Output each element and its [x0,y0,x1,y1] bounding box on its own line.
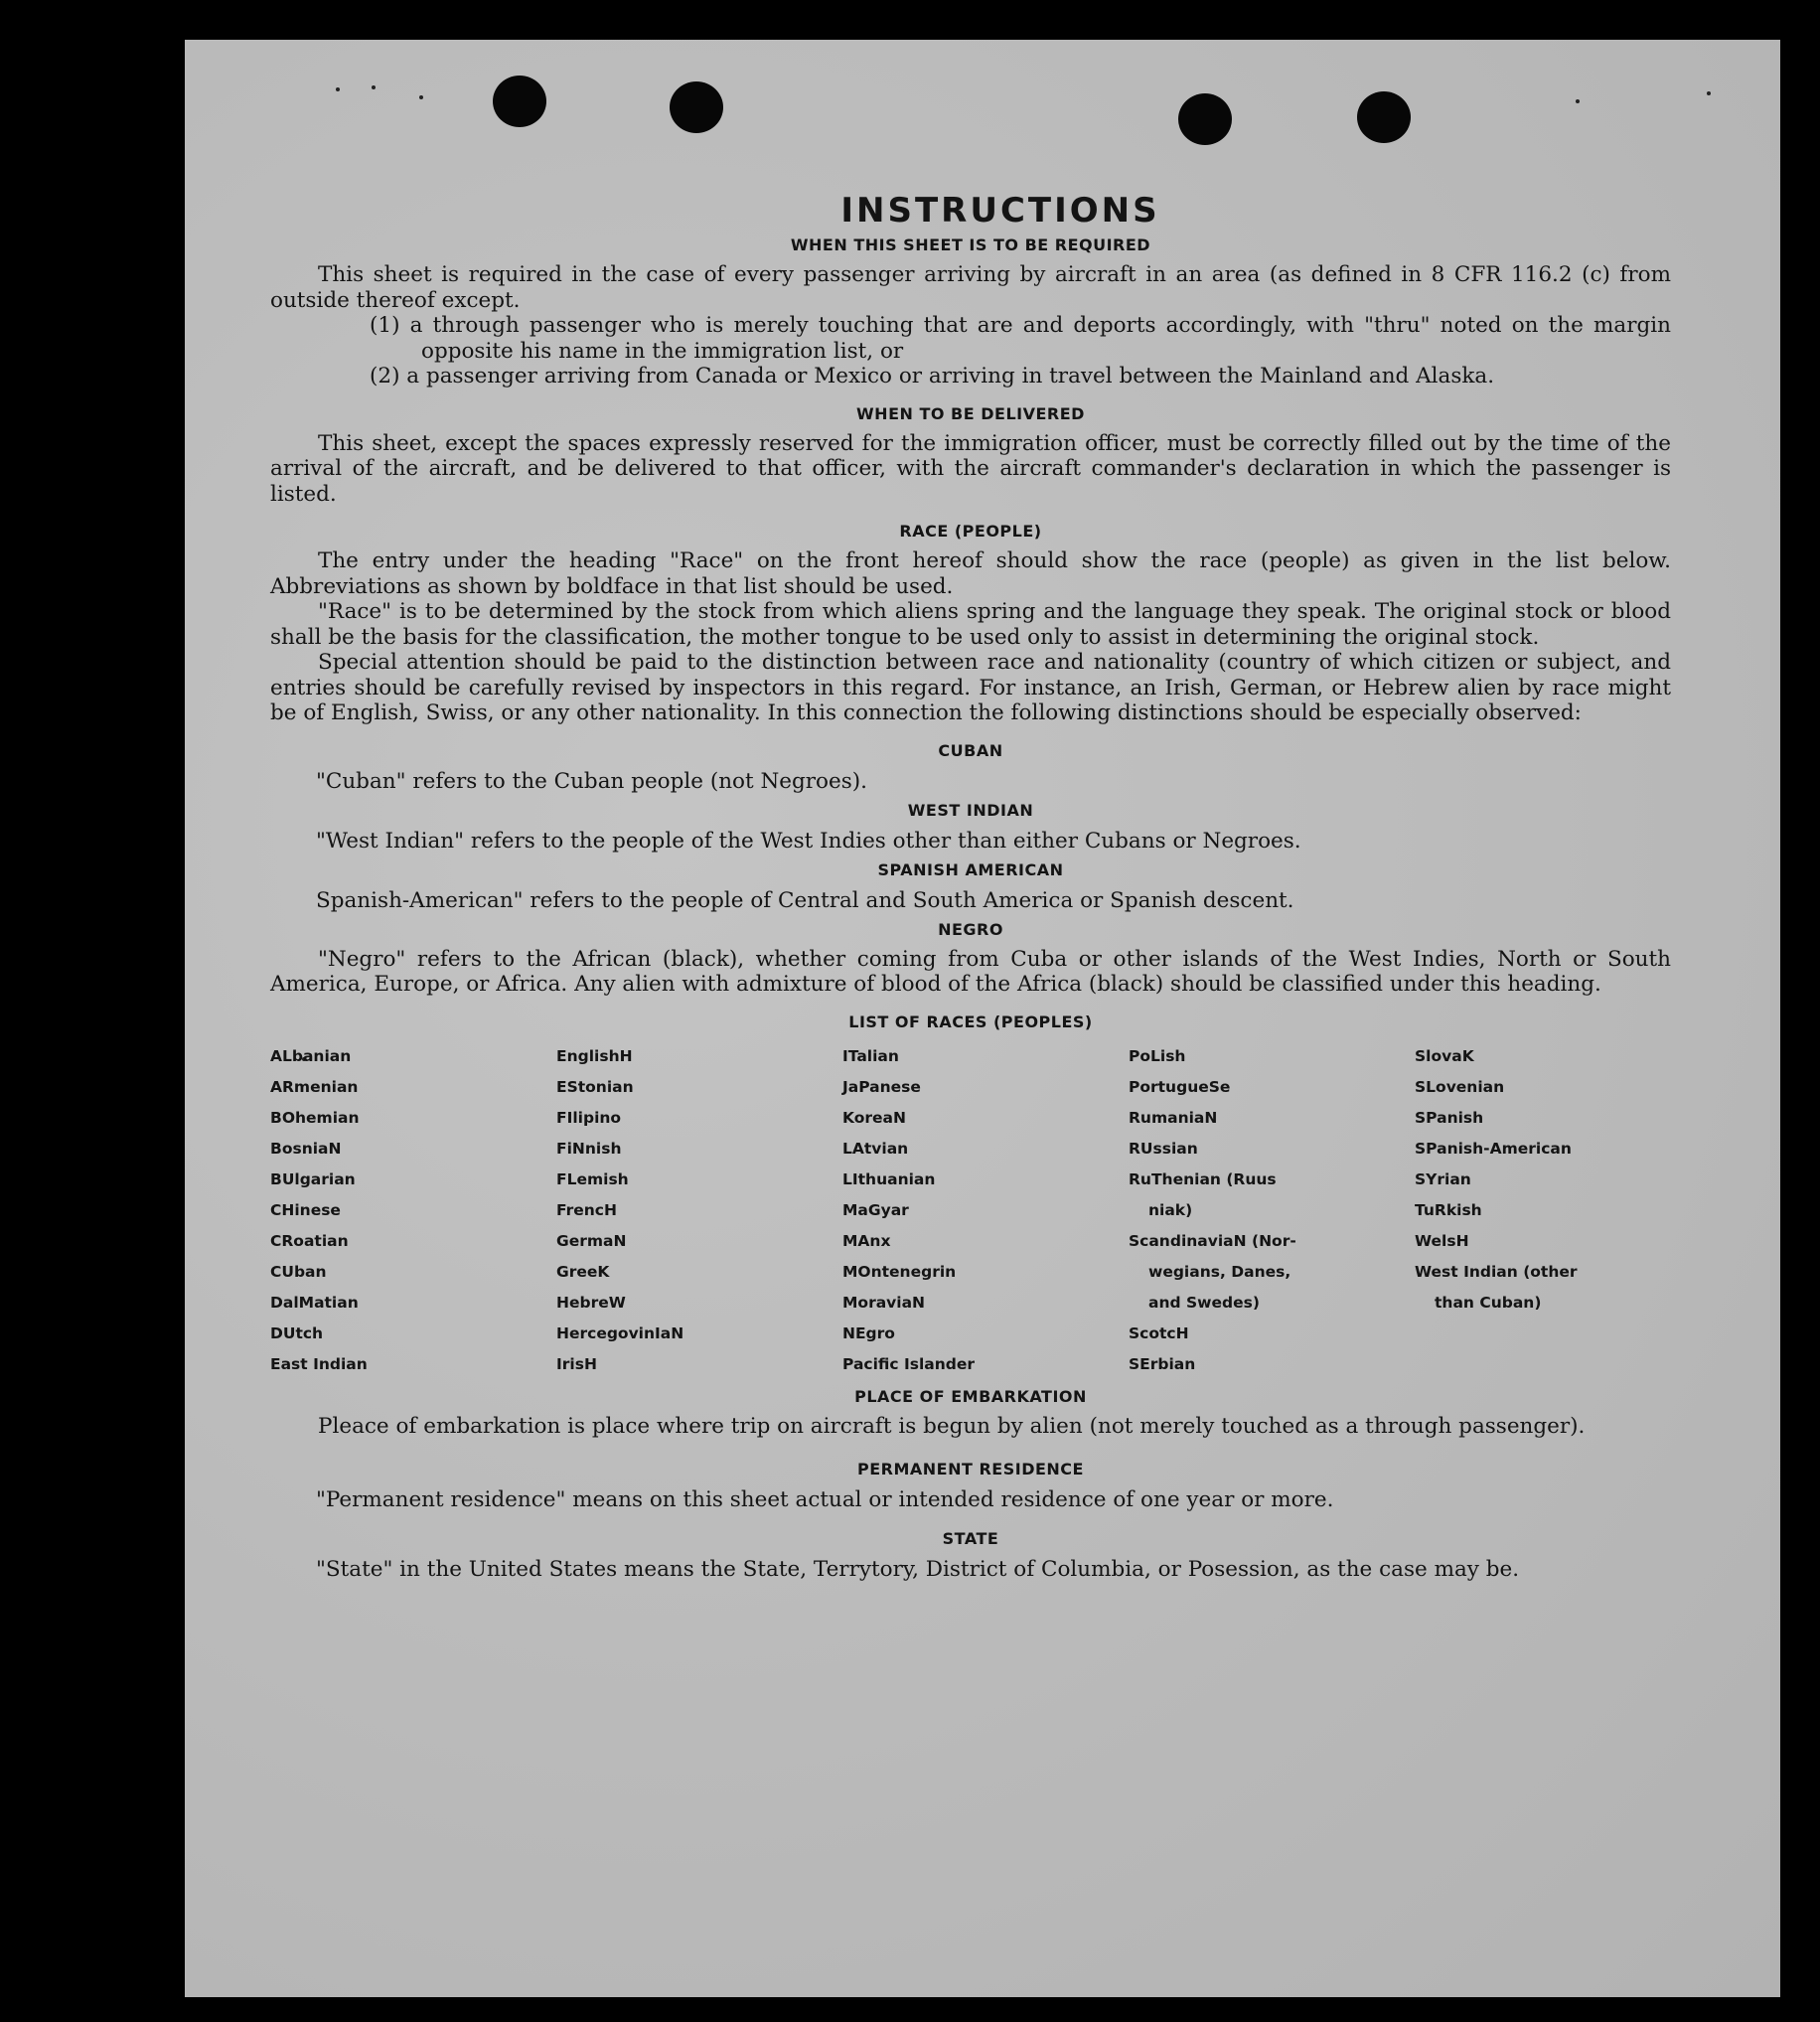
race-entry: PoLish [1129,1046,1186,1065]
cuban-text: "Cuban" refers to the Cuban people (not Negroes). [316,768,867,794]
state-text: "State" in the United States means the State, Terrytory, District of Columbia, or Posession, as the case may be. [316,1557,1520,1582]
race-entry: IrisH [556,1354,597,1373]
heading-negro: NEGRO [938,919,1003,939]
race-entry: DalMatian [270,1293,359,1312]
races-column [1415,1041,1673,1380]
race-entry: NEgro [842,1323,895,1342]
heading-when-delivered: WHEN TO BE DELIVERED [856,403,1085,423]
race-entry: HebreW [556,1293,626,1312]
race-entry: and Swedes) [1148,1293,1260,1312]
race-entry: RUssian [1129,1139,1198,1158]
race-entry: GermaN [556,1231,627,1250]
heading-west-indian: WEST INDIAN [907,800,1034,820]
race-entry: CRoatian [270,1231,349,1250]
race-paragraph-3: Special attention should be paid to the distinction between race and nationality (country of which citizen or subject, and entries should be carefully revised by inspectors in this regard. For instance, an Irish, German, or Hebrew alien by race might be of English, Swiss, or any other nationality. In this connection the following distinctions should be especially observed: [270,650,1671,725]
race-entry: WelsH [1415,1231,1469,1250]
instructions-content [270,191,1671,1584]
speck [1707,91,1711,95]
speck [372,85,376,89]
punch-hole [493,76,546,127]
race-entry: RuThenian (Ruus [1129,1169,1277,1188]
race-entry: SPanish-American [1415,1139,1572,1158]
race-entry: LAtvian [842,1139,909,1158]
race-entry: CUban [270,1262,327,1281]
residence-text: "Permanent residence" means on this sheet actual or intended residence of one year or more. [316,1487,1334,1512]
when-delivered-text: This sheet, except the spaces expressly reserved for the immigration officer, must be correctly filled out by the time of the arrival of the aircraft, and be delivered to that officer, with the aircraft commander's declaration in which the passenger is listed. [270,430,1671,507]
when-required-intro: This sheet is required in the case of every passenger arriving by aircraft in an area (as defined in 8 CFR 116.2 (c) from outside thereof except. [270,262,1671,313]
speck [1576,99,1580,103]
punch-hole [670,81,723,133]
race-entry: EnglishH [556,1046,633,1065]
race-entry: HercegovinIaN [556,1323,684,1342]
heading-spanish-american: SPANISH AMERICAN [877,859,1064,879]
race-entry: West Indian (other [1415,1262,1578,1281]
race-entry: wegians, Danes, [1148,1262,1291,1281]
race-entry: FIlipino [556,1108,622,1127]
race-entry: PortugueSe [1129,1077,1231,1096]
race-entry: SYrian [1415,1169,1471,1188]
race-entry: MOntenegrin [842,1262,957,1281]
race-entry: BOhemian [270,1108,360,1127]
race-entry: MAnx [842,1231,891,1250]
race-entry: MoraviaN [842,1293,926,1312]
heading-cuban: CUBAN [938,740,1003,760]
race-entry: ARmenian [270,1077,359,1096]
race-entry: BosniaN [270,1139,342,1158]
race-entry: CHinese [270,1200,341,1219]
race-paragraph-1: The entry under the heading "Race" on the front hereof should show the race (people) as given in the list below. Abbreviations as shown by boldface in that list should be used. [270,548,1671,599]
race-entry: DUtch [270,1323,324,1342]
race-entry: ScandinaviaN (Nor- [1129,1231,1296,1250]
race-entry: SErbian [1129,1354,1196,1373]
race-entry: FLemish [556,1169,629,1188]
punch-hole [1178,93,1232,145]
races-column [556,1041,842,1380]
race-paragraph-2: "Race" is to be determined by the stock from which aliens spring and the language they speak. The original stock or blood shall be the basis for the classification, the mother tongue to be used only to assist in determining the original stock. [270,599,1671,650]
race-entry: TuRkish [1415,1200,1482,1219]
race-entry: ITalian [842,1046,899,1065]
race-entry: LIthuanian [842,1169,936,1188]
race-entry: Pacific Islander [842,1354,976,1373]
speck [419,95,423,99]
race-entry: than Cuban) [1435,1293,1542,1312]
race-entry: FiNnish [556,1139,622,1158]
west-indian-text: "West Indian" refers to the people of the West Indies other than either Cubans or Negroes. [316,828,1301,854]
embarkation-text: Pleace of embarkation is place where trip on aircraft is begun by alien (not merely touched as a through passenger). [318,1413,1586,1439]
races-column [1129,1041,1415,1380]
race-entry: SLovenian [1415,1077,1505,1096]
race-entry: SlovaK [1415,1046,1474,1065]
heading-race: RACE (PEOPLE) [899,522,1042,541]
when-required-item-1: (1) a through passenger who is merely touching that are and deports accordingly, with "thru" noted on the margin opposite his name in the immigration list, or [370,313,1671,364]
race-entry: RumaniaN [1129,1108,1218,1127]
race-entry: KoreaN [842,1108,906,1127]
race-entry: JaPanese [842,1077,921,1096]
when-required-item-2: (2) a passenger arriving from Canada or Mexico or arriving in travel between the Mainland and Alaska. [370,364,1495,389]
spanish-american-text: Spanish-American" refers to the people of Central and South America or Spanish descent. [316,887,1294,913]
heading-list-of-races: LIST OF RACES (PEOPLES) [848,1011,1093,1031]
document-page [185,40,1780,1997]
race-entry: GreeK [556,1262,610,1281]
races-column [842,1041,1129,1380]
races-list [270,1041,1671,1380]
race-entry: EStonian [556,1077,634,1096]
race-entry: BUlgarian [270,1169,356,1188]
heading-place-of-embarkation: PLACE OF EMBARKATION [854,1386,1087,1406]
race-entry: MaGyar [842,1200,909,1219]
speck [336,87,340,91]
negro-text: "Negro" refers to the African (black), whether coming from Cuba or other islands of the West Indies, North or South America, Europe, or Africa. Any alien with admixture of blood of the Africa (black) should be classified under this heading. [270,946,1671,997]
race-entry: East Indian [270,1354,368,1373]
race-entry: ALbanian [270,1046,352,1065]
heading-permanent-residence: PERMANENT RESIDENCE [857,1460,1084,1478]
race-entry: SPanish [1415,1108,1484,1127]
race-entry: ScotcH [1129,1323,1189,1342]
punch-hole [1357,91,1411,143]
heading-when-required: WHEN THIS SHEET IS TO BE REQUIRED [790,235,1151,254]
heading-state: STATE [942,1529,999,1548]
races-column [270,1041,556,1380]
page-title: INSTRUCTIONS [840,191,1160,231]
race-entry: FrencH [556,1200,617,1219]
race-entry: niak) [1148,1200,1193,1219]
